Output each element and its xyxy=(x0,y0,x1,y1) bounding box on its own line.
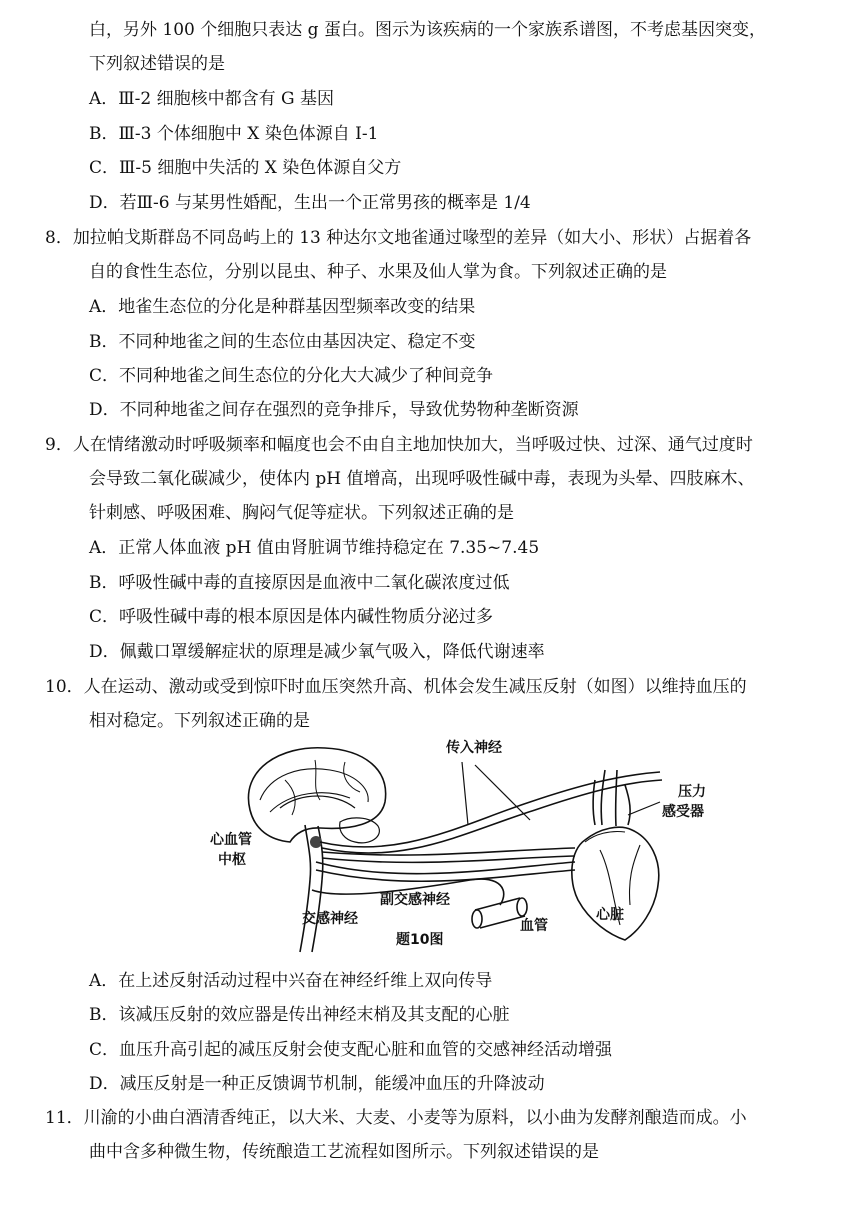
q10-option-c: C．血压升高引起的减压反射会使支配心脏和血管的交感神经活动增强 xyxy=(89,1040,613,1060)
figure-caption: 题10图 xyxy=(396,932,444,948)
q11-stem-line2: 曲中含多种微生物，传统酿造工艺流程如图所示。下列叙述错误的是 xyxy=(89,1142,599,1162)
q8-option-b: B．不同种地雀之间的生态位由基因决定、稳定不变 xyxy=(89,332,476,352)
q9-option-d: D．佩戴口罩缓解症状的原理是减少氧气吸入，降低代谢速率 xyxy=(89,642,545,662)
q11-stem-line1: 11．川渝的小曲白酒清香纯正，以大米、大麦、小麦等为原料，以小曲为发酵剂酿造而成。小 xyxy=(45,1108,747,1128)
q7-option-a: A．Ⅲ-2 细胞核中都含有 G 基因 xyxy=(89,89,335,109)
q8-stem-line2: 自的食性生态位，分别以昆虫、种子、水果及仙人掌为食。下列叙述正确的是 xyxy=(89,262,667,282)
parasympathetic-label: 副交感神经 xyxy=(380,892,450,908)
q10-option-b: B．该减压反射的效应器是传出神经末梢及其支配的心脏 xyxy=(89,1005,510,1025)
afferent-nerve xyxy=(320,772,660,847)
cv-center-label-2: 中枢 xyxy=(218,852,246,868)
q9-option-a: A．正常人体血液 pH 值由肾脏调节维持稳定在 7.35~7.45 xyxy=(89,538,540,558)
q7-option-d: D．若Ⅲ-6 与某男性婚配，生出一个正常男孩的概率是 1/4 xyxy=(89,193,531,213)
heart-label: 心脏 xyxy=(596,907,624,923)
q8-option-d: D．不同种地雀之间存在强烈的竞争排斥，导致优势物种垄断资源 xyxy=(89,400,579,420)
q7-option-b: B．Ⅲ-3 个体细胞中 X 染色体源自 I-1 xyxy=(89,124,379,144)
q10-stem-line2: 相对稳定。下列叙述正确的是 xyxy=(89,711,310,731)
sympathetic-label: 交感神经 xyxy=(302,911,358,927)
q10-stem-line1: 10．人在运动、激动或受到惊吓时血压突然升高、机体会发生减压反射（如图）以维持血压的 xyxy=(45,677,747,697)
q7-stem-line1: 白，另外 100 个细胞只表达 g 蛋白。图示为该疾病的一个家族系谱图，不考虑基因突变， xyxy=(89,20,766,40)
cv-center-label-1: 心血管 xyxy=(210,832,252,848)
q8-stem-line1: 8．加拉帕戈斯群岛不同岛屿上的 13 种达尔文地雀通过喙型的差异（如大小、形状）占据着各 xyxy=(45,228,752,248)
cerebellum xyxy=(340,818,380,843)
q9-stem-line2: 会导致二氧化碳减少，使体内 pH 值增高，出现呼吸性碱中毒，表现为头晕、四肢麻木、 xyxy=(89,469,755,489)
q9-stem-line3: 针刺感、呼吸困难、胸闷气促等症状。下列叙述正确的是 xyxy=(89,503,514,523)
reflex-diagram xyxy=(200,730,760,960)
blood-vessel-label: 血管 xyxy=(520,918,548,934)
q7-stem-line2: 下列叙述错误的是 xyxy=(89,54,225,74)
efferent-nerve-lower xyxy=(316,862,575,874)
q9-stem-line1: 9．人在情绪激动时呼吸频率和幅度也会不由自主地加快加大，当呼吸过快、过深、通气过度时 xyxy=(45,435,753,455)
afferent-nerve-label: 传入神经 xyxy=(446,740,502,756)
q9-option-b: B．呼吸性碱中毒的直接原因是血液中二氧化碳浓度过低 xyxy=(89,573,510,593)
reflex-diagram-drawing xyxy=(200,730,760,960)
pressure-receptor-label-2: 感受器 xyxy=(662,804,704,820)
q9-option-c: C．呼吸性碱中毒的根本原因是体内碱性物质分泌过多 xyxy=(89,607,494,627)
q8-option-c: C．不同种地雀之间生态位的分化大大减少了种间竞争 xyxy=(89,366,494,386)
efferent-nerve-upper xyxy=(322,848,575,855)
q7-option-c: C．Ⅲ-5 细胞中失活的 X 染色体源自父方 xyxy=(89,158,402,178)
pressure-receptor-label-1: 压力 xyxy=(678,784,706,800)
q8-option-a: A．地雀生态位的分化是种群基因型频率改变的结果 xyxy=(89,297,476,317)
q10-option-d: D．减压反射是一种正反馈调节机制，能缓冲血压的升降波动 xyxy=(89,1074,545,1094)
q10-option-a: A．在上述反射活动过程中兴奋在神经纤维上双向传导 xyxy=(89,971,493,991)
